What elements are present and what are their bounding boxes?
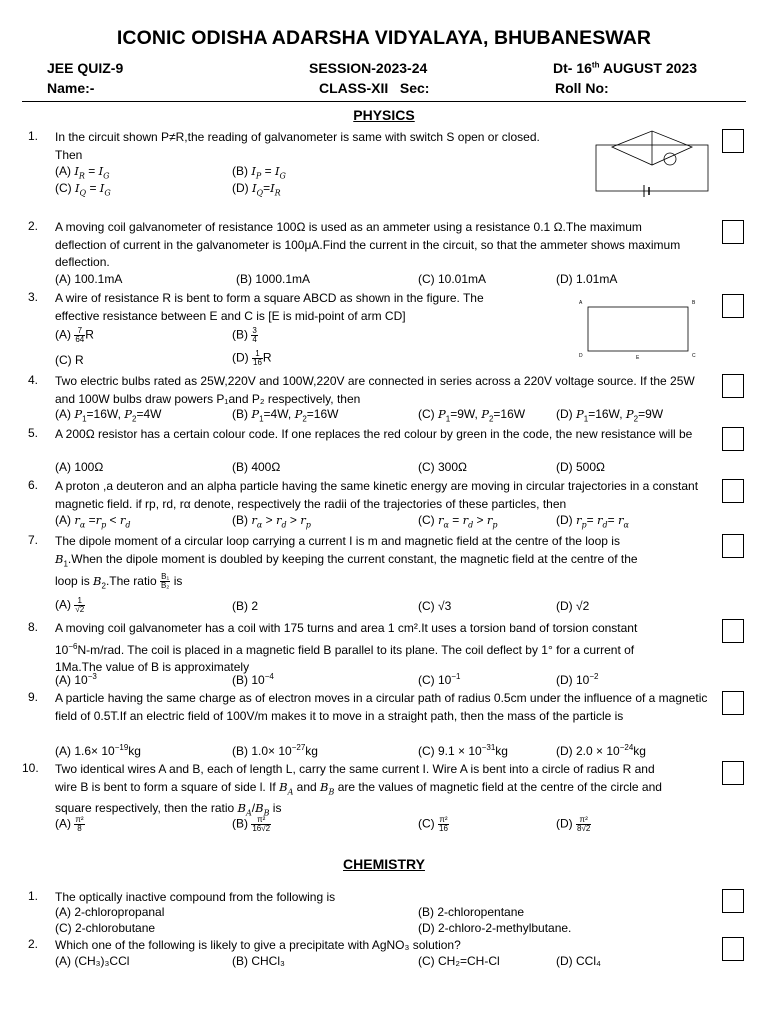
q10-opt-b: (B) $\frac{\text{π²}}{16√2}$ (232, 815, 271, 833)
q7-opt-c: (C) √3 (418, 599, 452, 613)
q9-opt-c: (C) $9.1 \times 10^{-31}kg$ (418, 743, 508, 758)
q10-opt-d: (D) $\frac{\text{π²}}{8√2}$ (556, 815, 591, 833)
q4-opt-d: (D) $P_1=16W$, $P_2=9W$ (556, 407, 664, 424)
q2-opt-b: (B) 1000.1mA (236, 272, 311, 286)
q5-answer-box[interactable] (722, 427, 744, 451)
name-field: Name:- (47, 80, 95, 96)
date (553, 60, 697, 76)
c2-opt-d: (D) CCl₄ (556, 954, 601, 968)
date-suffix: AUGUST 2023 (599, 60, 697, 76)
fig-label-e: E (636, 355, 640, 361)
roll-field: Roll No: (555, 80, 609, 96)
q6-number: 6. (28, 478, 39, 492)
q9-text: A particle having the same charge as of electron moves in a circular path of radius 0.5cm under the influence of a magnetic field of 0.5T.If an electric field of 100V/m makes it to move in a straight path, then the mass of the particle is (55, 691, 708, 723)
q7-opt-d: (D) √2 (556, 599, 590, 613)
quiz-title: JEE QUIZ-9 (47, 60, 124, 76)
q10-answer-box[interactable] (722, 761, 744, 785)
q1-answer-box[interactable] (722, 129, 744, 153)
q9-number: 9. (28, 690, 39, 704)
q4-number: 4. (28, 373, 39, 387)
q2-opt-a: (A) 100.1mA (55, 272, 123, 286)
q9-opt-d: (D) $2.0 \times 10^{-24}kg$ (556, 743, 646, 758)
square-abcd-figure (576, 297, 702, 361)
q4-text: Two electric bulbs rated as 25W,220V and 100W,220V are connected in series across a 220V voltage source. If the 25W and 100W bulbs draw powers P₁and P₂ respectively, then (55, 374, 695, 406)
q6-opt-b: (B) $r_\alpha > r_d > r_p$ (232, 513, 311, 530)
q5-opt-a: (A) 100Ω (55, 460, 104, 474)
q1-number: 1. (28, 129, 39, 143)
q10-opt-c: (C) $\frac{\text{π²}}{16}$ (418, 815, 448, 833)
q2-answer-box[interactable] (722, 220, 744, 244)
fig-label-d: D (579, 353, 583, 359)
q9-opt-a: (A) $1.6\times 10^{-19}kg$ (55, 743, 141, 758)
q5-opt-c: (C) 300Ω (418, 460, 467, 474)
q7-stem: The dipole moment of a circular loop carrying a current I is m and magnetic field at the centre of the loop is (55, 534, 620, 548)
q8-answer-box[interactable] (722, 619, 744, 643)
q5-number: 5. (28, 426, 39, 440)
q10-opt-a: (A) $\frac{\text{π²}}{8}$ (55, 815, 84, 833)
q9-answer-box[interactable] (722, 691, 744, 715)
q8-opt-a: (A) $10^{-3}$ (55, 672, 97, 687)
c2-number: 2. (28, 937, 39, 951)
q8-number: 8. (28, 620, 39, 634)
c1-opt-d: (D) 2-chloro-2-methylbutane. (418, 921, 572, 935)
session: SESSION-2023-24 (309, 60, 428, 76)
q1-opt-a: (A) $I_R = I_G$ (55, 164, 110, 181)
physics-title: PHYSICS (353, 107, 415, 123)
q2-text: A moving coil galvanometer of resistance 100Ω is used as an ammeter using a resistance 0.1 Ω.The maximum deflection of current in the galvanometer is 100μA.Find the current in the circuit, so that the ammeter shows maximum deflection. (55, 220, 681, 270)
q6-answer-box[interactable] (722, 479, 744, 503)
fig-label-a: A (579, 300, 583, 306)
q6-opt-a: (A) $r_\alpha =r_p < r_d$ (55, 513, 131, 530)
q4-opt-a: (A) $P_1=16W$, $P_2=4W$ (55, 407, 162, 424)
physics-heading (0, 107, 768, 123)
q4-answer-box[interactable] (722, 374, 744, 398)
school-name: ICONIC ODISHA ADARSHA VIDYALAYA, BHUBANESWAR (116, 27, 652, 49)
q1-stem2: Then (55, 147, 83, 162)
c1-number: 1. (28, 889, 39, 903)
date-prefix: Dt- 16 (553, 60, 592, 76)
q8-opt-c: (C) $10^{-1}$ (418, 672, 461, 687)
q1-opt-c: (C) $I_Q = I_G$ (55, 181, 111, 198)
q7-answer-box[interactable] (722, 534, 744, 558)
q7-text: The dipole moment of a circular loop carrying a current I is m and magnetic field at the centre of the loop is $B_1.When$ the dipole moment is doubled by keeping the current constant, the magnetic field at the centre of the loop is $B_2.The$ ratio $\frac{\text{B₁}}{\text{B₂}}$ is (55, 534, 638, 590)
q3-number: 3. (28, 290, 39, 304)
c1-opt-b: (B) 2-chloropentane (418, 905, 525, 919)
q1-opt-d: (D) $I_Q=I_R$ (232, 181, 281, 198)
c1-opt-a: (A) 2-chloropropanal (55, 905, 165, 919)
q8-opt-b: (B) $10^{-4}$ (232, 672, 274, 687)
header-divider (22, 101, 746, 102)
date-sup: th (591, 60, 600, 70)
q6-opt-d: (D) $r_p= r_d= r_\alpha$ (556, 513, 629, 530)
q9-opt-b: (B) $1.0\times 10^{-27}kg$ (232, 743, 318, 758)
chemistry-title: CHEMISTRY (343, 856, 425, 872)
c2-opt-b: (B) CHCl₃ (232, 954, 285, 968)
q3-opt-a: (A) $\frac{7}{64}$ R (55, 326, 94, 344)
q6-text: A proton ,a deuteron and an alpha particle having the same kinetic energy are moving in circular trajectories in a constant magnetic field. if rp, rd, rα denote, respectively the radii of the trajectories of these particles, then (55, 479, 699, 511)
q3-answer-box[interactable] (722, 294, 744, 318)
q7-number: 7. (28, 533, 39, 547)
q2-opt-d: (D) 1.01mA (556, 272, 618, 286)
q3-text: A wire of resistance R is bent to form a square ABCD as shown in the figure. The effective resistance between E and C is [E is mid-point of arm CD] (55, 291, 484, 323)
chemistry-heading (0, 856, 768, 872)
q2-opt-c: (C) 10.01mA (418, 272, 487, 286)
q1-stem: In the circuit shown P≠R,the reading of galvanometer is same with switch S open or closed. (55, 130, 540, 144)
q10-stem: Two identical wires A and B, each of length L, carry the same current I. Wire A is bent into a circle of radius R and (55, 762, 655, 776)
fig-label-c: C (692, 353, 696, 359)
q4-opt-b: (B) $P_1=4W$, $P_2=16W$ (232, 407, 339, 424)
c2-opt-a: (A) (CH₃)₃CCl (55, 954, 130, 968)
q3-opt-c: (C) R (55, 353, 84, 367)
q10-number: 10. (22, 761, 39, 775)
q8-text: A moving coil galvanometer has a coil with 175 turns and area 1 cm².It uses a torsion band of torsion constant $10^{-6}N-m$/rad. The coil is placed in a magnetic field B parallel to its plane. The coil deflect by 1° for a current of 1Ma.The value of B is approximately (55, 621, 638, 675)
c1-answer-box[interactable] (722, 889, 744, 913)
c2-answer-box[interactable] (722, 937, 744, 961)
q5-opt-b: (B) 400Ω (232, 460, 281, 474)
q3-opt-b: (B) $\frac{3}{4}$ (232, 326, 257, 344)
c2-opt-c: (C) CH₂=CH-Cl (418, 954, 500, 968)
q1-opt-b: (B) $I_P = I_G$ (232, 164, 286, 181)
c1-opt-c: (C) 2-chlorobutane (55, 921, 156, 935)
c2-text: Which one of the following is likely to give a precipitate with AgNO₃ solution? (55, 938, 461, 952)
q8-opt-d: (D) $10^{-2}$ (556, 672, 599, 687)
q10-text: Two identical wires A and B, each of length L, carry the same current I. Wire A is bent into a circle of radius R and wire B is bent to form a square of side l. If $B_A$ and $B_B$ are the values of magnetic field at the centre of the circle and square respectively, then the ratio $B_A/B_B$ is (55, 762, 662, 818)
q6-opt-c: (C) $r_\alpha = r_d > r_p$ (418, 513, 498, 530)
q3-opt-d: (D) $\frac{1}{16}$ R (232, 349, 272, 367)
fig-label-b: B (692, 300, 696, 306)
q1-text (55, 129, 595, 164)
q7-opt-b: (B) 2 (232, 599, 259, 613)
c1-text: The optically inactive compound from the following is (55, 890, 336, 904)
q8-stem: A moving coil galvanometer has a coil with 175 turns and area 1 cm².It uses a torsion band of torsion constant (55, 621, 638, 635)
q2-number: 2. (28, 219, 39, 233)
q5-opt-d: (D) 500Ω (556, 460, 605, 474)
q5-text: A 200Ω resistor has a certain colour code. If one replaces the red colour by green in the code, the new resistance will be (55, 427, 693, 441)
q7-opt-a: (A) $\frac{1}{√2}$ (55, 596, 85, 614)
wheatstone-bridge-figure (592, 125, 714, 197)
class-field: CLASS-XII Sec: (319, 80, 430, 96)
q4-opt-c: (C) $P_1=9W$, $P_2=16W$ (418, 407, 526, 424)
